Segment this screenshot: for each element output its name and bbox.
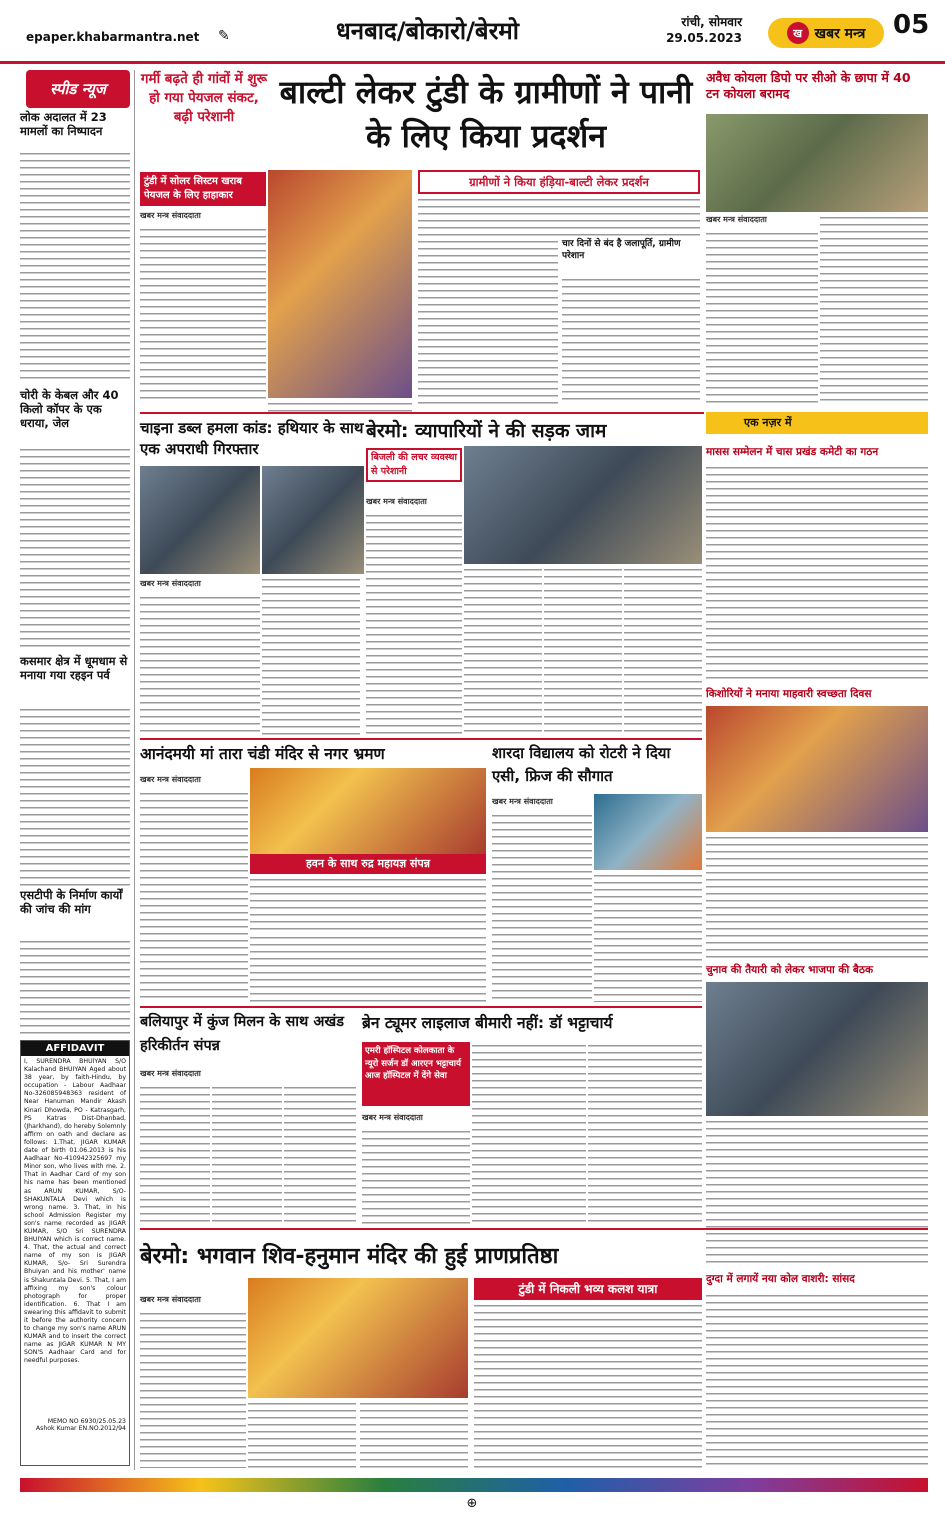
china-photo-2: [262, 466, 364, 574]
section-rule: [140, 738, 702, 740]
brain-text-1: [362, 1128, 470, 1224]
china-headline: [140, 418, 364, 464]
top-side-title: [140, 70, 268, 170]
section-rule: [140, 412, 704, 414]
left-headline-1: [20, 110, 130, 150]
nazar-text-1: [706, 464, 928, 684]
affidavit-memo: MEMO NO 6930/25.05.23: [47, 1418, 126, 1425]
coal-text-1: [706, 230, 818, 406]
headline-text: दुग्दा में लगायें नया कोल वाशरी: सांसद: [706, 1273, 855, 1285]
baliyapur-text-3: [284, 1084, 356, 1224]
brand-name: खबर मन्त्र: [814, 25, 866, 42]
byline-text: खबर मन्त्र संवाददाता: [140, 579, 201, 588]
headline-text: किशोरियों ने मनाया माहवारी स्वच्छता दिवस: [706, 688, 872, 700]
kalash-text: [474, 1302, 702, 1468]
tundi-byline: [140, 210, 266, 224]
coal-text-2: [820, 214, 928, 406]
anandmayi-byline: [140, 774, 248, 788]
byline-text: खबर मन्त्र संवाददाता: [140, 211, 201, 220]
bermo-jam-text-2: [464, 566, 542, 736]
bullet-text: चार दिनों से बंद है जलापूर्ति, ग्रामीण परेशान: [562, 239, 681, 261]
affidavit-title: AFFIDAVIT: [21, 1041, 129, 1056]
issue-date-value: 29.05.2023: [666, 31, 742, 45]
left-headline-4: [20, 888, 130, 938]
coal-headline-area: [706, 70, 928, 112]
column-divider: [134, 70, 135, 1470]
coal-byline: [706, 214, 818, 228]
affidavit-box: [20, 1040, 130, 1466]
byline-text: खबर मन्त्र संवाददाता: [140, 1069, 201, 1078]
left-headline-2: [20, 388, 130, 446]
section-rule: [140, 1006, 702, 1008]
brand-logo: [768, 18, 884, 48]
bermo-jam-text-4: [624, 566, 702, 736]
headline-text: एसटीपी के निर्माण कार्यों की जांच की मांग: [20, 888, 123, 916]
kalash-ribbon: [474, 1278, 702, 1300]
issue-date: [622, 14, 742, 46]
nazar-headline-1: [706, 444, 928, 462]
affidavit-body: I, SURENDRA BHUIYAN S/O Kalachand BHUIYAN Aged about 38 year, by faith-Hindu, by occupation - Labour Aadhaar No-326085948363 resident of Near Hanuman Mandir Akash Kinari Dhowda, PO - Katrasgarh, PS Katras Dist-Dhanbad, (Jharkhand), do hereby Solemnly affirm on oath and declare as follows: 1.That, JIGAR KUMAR date of birth 01.06.2013 is his Aadhaar No-410942325697 my Minor son, who lives with me. 2. That in Aadhar Card of my son his name has been mentioned as ARUN KUMAR, S/O-SHAKUNTALA Devi which is wrong name. 3. That, in his school Admission Register my son's name recorded as JIGAR KUMAR, S/O Sri SURENDRA BHUIYAN which is correct name. 4. That, the actual and correct name of my son is JIGAR KUMAR, S/o- Sri Surendra Bhuiyan and his mother' name is Shakuntala Devi. 5. That, I am affixing my son's colour photograph for proper identification. 6. That I am swearing this affidavit to submit it before the authority concern to change my son's name ARUN KUMAR and to insert the correct name as JIGAR KUMAR N MY SON'S Aadhaar Card and for needful purposes.: [24, 1058, 126, 1365]
masthead: [0, 0, 945, 64]
left-story-1-text: [20, 150, 130, 380]
tundi-ribbon: [140, 172, 266, 206]
sharda-headline: [492, 742, 702, 790]
headline-text: लोक अदालत में 23 मामलों का निष्पादन: [20, 110, 107, 138]
bermo-jam-box: [366, 448, 462, 482]
headline-text: चाइना डब्ल हमला कांड: हथियार के साथ एक अपराधी गिरफ्तार: [140, 419, 364, 458]
headline-text: चुनाव की तैयारी को लेकर भाजपा की बैठक: [706, 964, 874, 976]
byline-text: खबर मन्त्र संवाददाता: [140, 1295, 201, 1304]
anandmayi-headline: [140, 742, 486, 766]
protest-photo: [268, 170, 412, 398]
footer-color-bar: [20, 1478, 928, 1492]
byline-text: खबर मन्त्र संवाददाता: [706, 215, 767, 224]
top-story-text-2: [418, 238, 558, 404]
box-text: बिजली की लचर व्यवस्था से परेशानी: [371, 452, 457, 477]
top-headline: [272, 70, 700, 170]
bermo-temple-text-1: [140, 1310, 246, 1468]
ribbon-text: ग्रामीणों ने किया हंड़िया-बाल्टी लेकर प्रदर्शन: [469, 175, 649, 189]
nazar-headline-3: [706, 962, 928, 980]
headline-text: बेरमो: व्यापारियों ने की सड़क जाम: [366, 420, 607, 442]
bermo-temple-headline: [140, 1240, 702, 1274]
brand-mark-icon: ख: [787, 22, 809, 44]
baliyapur-headline: [140, 1010, 356, 1062]
sharda-photo: [594, 794, 702, 870]
brain-text-2: [472, 1042, 586, 1224]
byline-text: खबर मन्त्र संवाददाता: [362, 1113, 423, 1122]
havan-text-2: [250, 934, 486, 1002]
box-text: एमरी हॉस्पिटल कोलकाता के न्यूरो सर्जन डॉ आरएन भट्टाचार्य आज हॉस्पिटल में देंगे सेवा: [365, 1046, 461, 1081]
nazar-text-2: [706, 834, 928, 960]
anandmayi-photo: [250, 768, 486, 854]
havan-caption-ribbon: [250, 854, 486, 874]
baliyapur-text-2: [212, 1084, 282, 1224]
coal-photo: [706, 114, 928, 212]
brain-box: [362, 1042, 470, 1106]
side-title-text: गर्मी बढ़ते ही गांवों में शुरू हो गया पेयजल संकट, बढ़ी परेशानी: [140, 71, 268, 125]
caption-text: हवन के साथ रुद्र महायज्ञ संपन्न: [305, 857, 431, 870]
headline-text: बाल्टी लेकर टुंडी के ग्रामीणों ने पानी के लिए किया प्रदर्शन: [279, 73, 693, 155]
top-sub-ribbon: [418, 170, 700, 194]
headline-text: ब्रेन ट्यूमर लाइलाज बीमारी नहीं: डॉ भट्टाचार्य: [362, 1014, 613, 1032]
speed-news-label: स्पीड न्यूज: [50, 80, 106, 98]
ribbon-text: टुंडी में सोलर सिस्टम खराब पेयजल के लिए हाहाकार: [144, 176, 242, 201]
bermo-temple-byline: [140, 1294, 246, 1308]
byline-text: खबर मन्त्र संवाददाता: [140, 775, 201, 784]
section-title: धनबाद/बोकारो/बेरमो: [336, 17, 519, 45]
issue-place-day: रांची, सोमवार: [681, 15, 742, 29]
byline-text: खबर मन्त्र संवाददाता: [366, 497, 427, 506]
left-story-4-text: [20, 938, 130, 1036]
headline-text: बेरमो: भगवान शिव-हनुमान मंदिर की हुई प्राणप्रतिष्ठा: [140, 1244, 559, 1269]
tundi-text: [140, 226, 266, 404]
left-headline-3: [20, 654, 130, 706]
byline-text: खबर मन्त्र संवाददाता: [492, 797, 553, 806]
bermo-jam-headline: [366, 418, 702, 444]
page-number: 05: [893, 10, 930, 40]
china-photo-1: [140, 466, 260, 574]
bermo-temple-text-2: [248, 1400, 356, 1468]
nazar-headline-2: [706, 686, 928, 704]
headline-text: बलियापुर में कुंज मिलन के साथ अखंड हरिकीर्तन संपन्न: [140, 1014, 345, 1054]
top-story-text-3: [562, 276, 700, 404]
ribbon-text: टुंडी में निकली भव्य कलश यात्रा: [518, 1282, 658, 1296]
brain-headline: [362, 1010, 702, 1038]
headline-text: आनंदमयी मां तारा चंडी मंदिर से नगर भ्रमण: [140, 745, 385, 763]
bermo-jam-text-1: [366, 512, 462, 736]
brain-text-3: [588, 1042, 702, 1224]
top-story-text-1: [418, 196, 700, 236]
bermo-temple-text-3: [360, 1400, 468, 1468]
protest-caption: [268, 400, 412, 412]
nazar-photo-1: [706, 706, 928, 832]
nazar-label: एक नज़र में: [744, 416, 792, 429]
headline-text: कसमार क्षेत्र में धूमधाम से मनाया गया रहइन पर्व: [20, 654, 128, 682]
headline-text: मासस सम्मेलन में चास प्रखंड कमेटी का गठन: [706, 446, 879, 458]
affidavit-signatory: Ashok Kumar EN.NO.2012/94: [35, 1425, 126, 1432]
sharda-text-2: [594, 872, 702, 1002]
headline-text: अवैध कोयला डिपो पर सीओ के छापा में 40 टन कोयला बरामद: [706, 70, 911, 101]
anandmayi-text: [140, 790, 248, 1002]
sharda-text-1: [492, 812, 592, 1002]
registration-mark-icon: ⊕: [466, 1496, 478, 1511]
baliyapur-byline: [140, 1068, 356, 1082]
site-url[interactable]: epaper.khabarmantra.net: [26, 30, 200, 44]
headline-text: चोरी के केबल और 40 किलो कॉपर के एक धराया, जेल: [20, 388, 119, 430]
nazar-photo-2: [706, 982, 928, 1116]
nazar-text-3: [706, 1118, 928, 1266]
cursor-icon: ✎: [218, 28, 230, 44]
dugda-headline: [706, 1270, 928, 1290]
baliyapur-text-1: [140, 1084, 210, 1224]
china-text-1: [140, 594, 260, 736]
china-byline: [140, 578, 260, 592]
sharda-byline: [492, 796, 592, 810]
brain-byline: [362, 1112, 470, 1126]
bermo-jam-photo: [464, 446, 702, 564]
china-text-2: [262, 576, 360, 736]
dugda-text: [706, 1292, 928, 1468]
top-bullet: [562, 238, 700, 274]
left-story-3-text: [20, 706, 130, 886]
left-story-2-text: [20, 446, 130, 650]
bermo-jam-byline: [366, 496, 462, 510]
bermo-temple-photo: [248, 1278, 468, 1398]
bermo-jam-text-3: [544, 566, 622, 736]
speed-news-badge: [26, 70, 130, 108]
nazar-ribbon: [706, 412, 928, 434]
section-rule: [140, 1228, 928, 1230]
havan-text: [250, 876, 486, 932]
headline-text: शारदा विद्यालय को रोटरी ने दिया एसी, फ्रिज की सौगात: [492, 744, 671, 785]
